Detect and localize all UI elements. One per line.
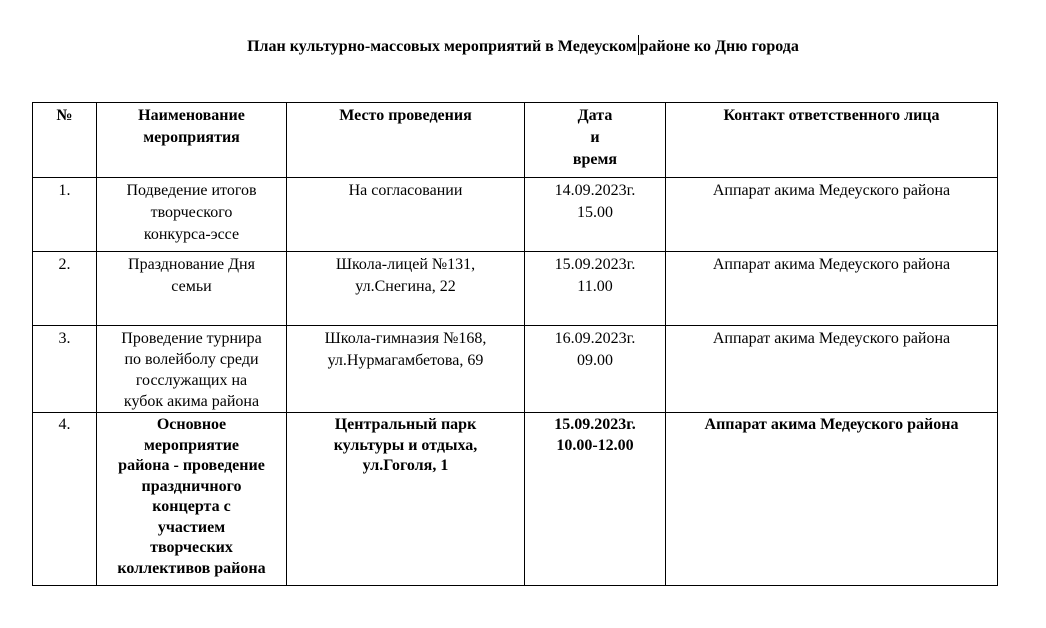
cell-line: 11.00 bbox=[577, 278, 613, 295]
cell-line: 10.00-12.00 bbox=[556, 436, 634, 454]
cell-line: семьи bbox=[171, 278, 212, 295]
header-date-line: и bbox=[590, 129, 600, 146]
cell-line: 15.09.2023г. bbox=[554, 416, 636, 433]
cell-place bbox=[287, 326, 525, 413]
table-row bbox=[33, 326, 998, 413]
cell-num: 4. bbox=[33, 413, 97, 586]
header-date-line: время bbox=[572, 151, 618, 168]
cell-line: Основное bbox=[156, 416, 227, 433]
cell-line: праздничного bbox=[141, 477, 242, 495]
header-place: Место проведения bbox=[287, 103, 525, 178]
cell-contact: Аппарат акима Медеуского района bbox=[666, 413, 998, 586]
cell-line: культуры и отдыха, bbox=[333, 436, 478, 454]
cell-line: Празднование Дня bbox=[128, 256, 255, 273]
cell-line: по волейболу среди bbox=[124, 351, 259, 368]
cell-line: ул.Гоголя, 1 bbox=[362, 457, 449, 474]
cell-line: творческого bbox=[150, 204, 233, 221]
cell-num: 1. bbox=[33, 178, 97, 252]
cell-line: госслужащих на bbox=[135, 372, 248, 389]
cell-line: творческих bbox=[150, 539, 233, 556]
table-row bbox=[33, 178, 998, 252]
cell-line: 16.09.2023г. bbox=[554, 330, 636, 347]
cell-num: 2. bbox=[33, 252, 97, 326]
events-table bbox=[32, 102, 998, 586]
cell-line: ул.Нурмагамбетова, 69 bbox=[327, 352, 484, 369]
cell-line: концерта с bbox=[152, 498, 231, 515]
cell-line: 14.09.2023г. bbox=[554, 182, 636, 199]
cell-line: коллективов района bbox=[117, 559, 266, 577]
cell-line: ул.Снегина, 22 bbox=[355, 278, 456, 295]
cell-name bbox=[97, 252, 287, 326]
table-row bbox=[33, 413, 998, 586]
cell-num: 3. bbox=[33, 326, 97, 413]
header-name-line: мероприятия bbox=[143, 129, 240, 146]
cell-place bbox=[287, 252, 525, 326]
cell-line: кубок акима района bbox=[123, 393, 260, 410]
document-title bbox=[0, 35, 1046, 57]
title-text-part2: районе ко Дню города bbox=[639, 38, 799, 55]
header-name bbox=[97, 103, 287, 178]
text-cursor bbox=[638, 35, 639, 55]
header-contact: Контакт ответственного лица bbox=[666, 103, 998, 178]
title-text-part1: План культурно-массовых мероприятий в Медеуском bbox=[247, 38, 637, 55]
cell-line: Подведение итогов bbox=[126, 182, 257, 199]
cell-line: конкурса-эссе bbox=[143, 226, 240, 243]
cell-line: 09.00 bbox=[577, 352, 613, 369]
header-date-line: Дата bbox=[577, 107, 613, 124]
cell-line: Школа-гимназия №168, bbox=[324, 330, 487, 347]
header-date bbox=[525, 103, 666, 178]
cell-name bbox=[97, 178, 287, 252]
header-name-line: Наименование bbox=[138, 107, 245, 124]
cell-line: Проведение турнира bbox=[121, 330, 262, 347]
cell-name bbox=[97, 326, 287, 413]
cell-line: Школа-лицей №131, bbox=[335, 256, 476, 273]
table-header-row bbox=[33, 103, 998, 178]
header-num: № bbox=[33, 103, 97, 178]
cell-line: участием bbox=[157, 518, 226, 536]
cell-line: мероприятие bbox=[143, 436, 240, 454]
cell-line: 15.09.2023г. bbox=[554, 256, 636, 273]
cell-line: 15.00 bbox=[577, 204, 613, 221]
cell-name bbox=[97, 413, 287, 586]
cell-place bbox=[287, 413, 525, 586]
cell-date bbox=[525, 413, 666, 586]
cell-place bbox=[287, 178, 525, 252]
cell-contact: Аппарат акима Медеуского района bbox=[666, 326, 998, 413]
cell-line: Центральный парк bbox=[334, 416, 477, 433]
cell-line: На согласовании bbox=[348, 182, 463, 199]
cell-contact: Аппарат акима Медеуского района bbox=[666, 178, 998, 252]
cell-line: района - проведение bbox=[118, 457, 265, 474]
table-row bbox=[33, 252, 998, 326]
cell-date bbox=[525, 178, 666, 252]
cell-date bbox=[525, 326, 666, 413]
cell-contact: Аппарат акима Медеуского района bbox=[666, 252, 998, 326]
cell-date bbox=[525, 252, 666, 326]
